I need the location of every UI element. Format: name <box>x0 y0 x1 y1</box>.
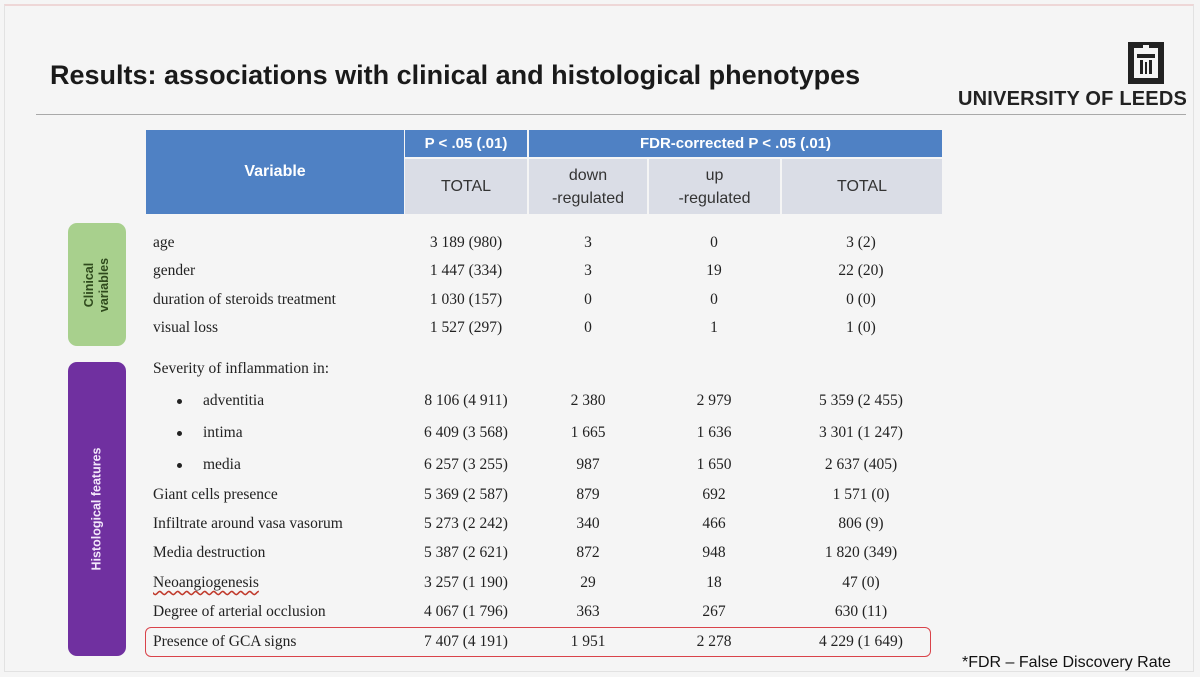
histological-label-text: Histological features <box>89 447 104 571</box>
gca-signs-highlight-box <box>145 627 931 657</box>
row-up: 466 <box>702 515 726 532</box>
header-down-regulated <box>529 159 647 214</box>
slide-title: Results: associations with clinical and histological phenotypes <box>50 60 861 90</box>
header-variable-label: Variable <box>244 163 306 180</box>
row-p-total: 4 067 (1 796) <box>424 603 508 620</box>
row-variable: Media destruction <box>153 544 266 561</box>
row-variable: adventitia <box>203 392 265 409</box>
row-fdr-total: 806 (9) <box>838 515 884 532</box>
severity-heading: Severity of inflammation in: <box>153 360 330 377</box>
header-up-line2: -regulated <box>678 189 751 207</box>
row-fdr-total: 0 (0) <box>846 291 876 308</box>
row-variable: gender <box>153 262 196 279</box>
row-variable: Degree of arterial occlusion <box>153 603 326 620</box>
row-variable: media <box>203 456 241 473</box>
table-row <box>146 260 942 282</box>
row-up: 1 <box>710 319 718 336</box>
row-down: 3 <box>584 234 592 251</box>
table-row <box>146 232 942 254</box>
row-variable: duration of steroids treatment <box>153 291 336 308</box>
row-fdr-total: 630 (11) <box>834 603 888 620</box>
row-p-total: 6 409 (3 568) <box>424 424 508 441</box>
table-row <box>146 317 942 339</box>
header-fdr-group-label: FDR-corrected P < .05 (.01) <box>639 135 832 152</box>
header-p-group <box>405 130 527 157</box>
row-down: 3 <box>584 262 592 279</box>
header-fdr-group <box>529 130 942 157</box>
row-up: 18 <box>706 574 722 591</box>
row-p-total: 7 407 (4 191) <box>424 633 508 650</box>
row-down: 1 665 <box>570 424 606 441</box>
row-variable: age <box>153 234 175 251</box>
row-down: 2 380 <box>570 392 606 409</box>
table-row <box>146 513 942 535</box>
row-p-total: 3 189 (980) <box>429 234 503 251</box>
row-variable: Infiltrate around vasa vasorum <box>153 515 343 532</box>
row-down: 1 951 <box>570 633 606 650</box>
row-fdr-total: 5 359 (2 455) <box>819 392 903 409</box>
table-row <box>146 454 942 476</box>
clinical-label-line2: variables <box>97 257 111 312</box>
header-p-group-label: P < .05 (.01) <box>424 135 508 152</box>
clinical-label-line1: Clinical <box>82 262 96 307</box>
header-p-total <box>405 159 527 214</box>
row-down: 872 <box>576 544 600 561</box>
university-logo-text: UNIVERSITY OF LEEDS <box>958 88 1188 110</box>
row-up: 2 979 <box>696 392 732 409</box>
bullet-icon <box>177 463 182 468</box>
header-fdr-total-label: TOTAL <box>836 178 888 195</box>
row-up: 1 650 <box>696 456 732 473</box>
row-p-total: 5 273 (2 242) <box>424 515 508 532</box>
bullet-icon <box>177 399 182 404</box>
row-variable: visual loss <box>153 319 219 336</box>
header-down-line2: -regulated <box>551 189 625 207</box>
row-p-total: 3 257 (1 190) <box>424 574 508 591</box>
bullet-icon <box>177 431 182 436</box>
row-p-total: 5 369 (2 587) <box>424 486 508 503</box>
row-up: 19 <box>706 262 722 279</box>
header-down-line1: down <box>568 166 608 184</box>
row-fdr-total: 1 571 (0) <box>832 486 890 503</box>
fdr-footnote: *FDR – False Discovery Rate <box>962 654 1171 671</box>
row-up: 948 <box>702 544 726 561</box>
row-down: 879 <box>576 486 600 503</box>
row-up: 0 <box>710 291 718 308</box>
row-fdr-total: 1 820 (349) <box>824 544 898 561</box>
row-fdr-total: 4 229 (1 649) <box>819 633 903 650</box>
table-row <box>146 484 942 506</box>
university-tower-icon <box>1128 42 1164 84</box>
table-row <box>146 601 942 623</box>
row-variable: intima <box>203 424 243 441</box>
row-up: 267 <box>702 603 726 620</box>
header-p-total-label: TOTAL <box>440 178 492 195</box>
row-variable: Presence of GCA signs <box>153 633 297 650</box>
row-up: 1 636 <box>696 424 732 441</box>
clinical-variables-label <box>68 223 126 346</box>
row-down: 0 <box>584 319 592 336</box>
table-row <box>146 572 942 594</box>
row-down: 363 <box>576 603 600 620</box>
row-fdr-total: 22 (20) <box>838 262 884 279</box>
row-fdr-total: 2 637 (405) <box>824 456 898 473</box>
row-up: 692 <box>702 486 726 503</box>
severity-heading-row <box>146 358 942 380</box>
histological-features-label <box>68 362 126 656</box>
header-up-line1: up <box>705 166 724 184</box>
row-down: 29 <box>580 574 596 591</box>
row-p-total: 1 447 (334) <box>429 262 503 279</box>
row-variable: Giant cells presence <box>153 486 278 503</box>
row-variable: Neoangiogenesis <box>153 574 259 591</box>
row-down: 340 <box>576 515 600 532</box>
table-row <box>146 390 942 412</box>
row-fdr-total: 3 301 (1 247) <box>819 424 903 441</box>
row-p-total: 8 106 (4 911) <box>424 392 508 409</box>
row-up: 2 278 <box>696 633 732 650</box>
table-row <box>146 542 942 564</box>
header-up-regulated <box>649 159 780 214</box>
row-fdr-total: 3 (2) <box>846 234 876 251</box>
table-row <box>146 422 942 444</box>
header-fdr-total <box>782 159 942 214</box>
row-p-total: 1 527 (297) <box>429 319 503 336</box>
row-fdr-total: 47 (0) <box>842 574 880 591</box>
row-up: 0 <box>710 234 718 251</box>
title-divider <box>36 114 1186 115</box>
row-down: 0 <box>584 291 592 308</box>
row-p-total: 6 257 (3 255) <box>424 456 508 473</box>
row-fdr-total: 1 (0) <box>846 319 876 336</box>
header-variable <box>146 130 404 214</box>
row-p-total: 5 387 (2 621) <box>424 544 508 561</box>
table-row <box>146 289 942 311</box>
row-down: 987 <box>576 456 600 473</box>
row-p-total: 1 030 (157) <box>429 291 503 308</box>
